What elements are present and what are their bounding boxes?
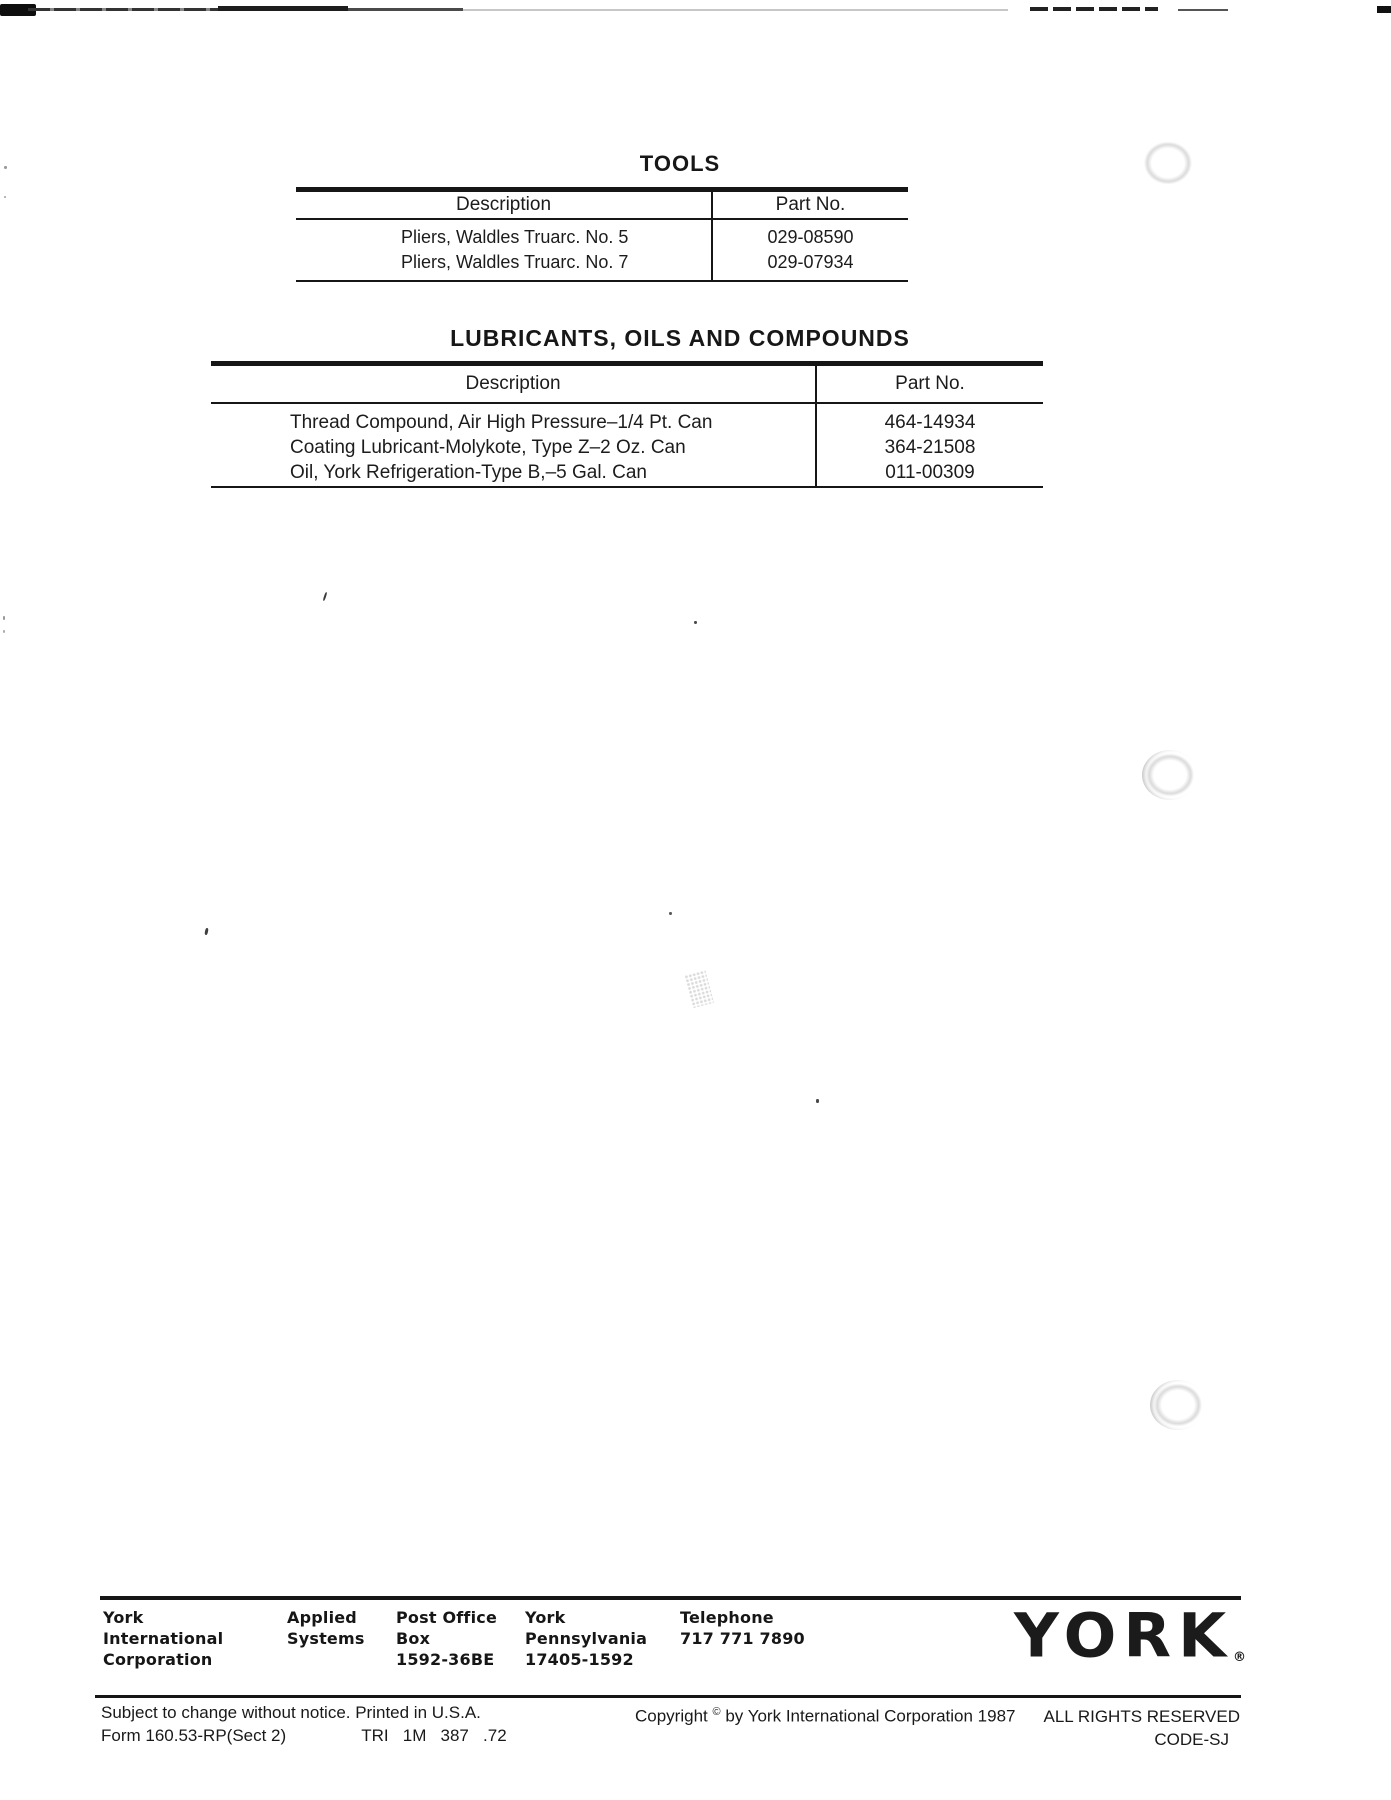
rights-reserved: ALL RIGHTS RESERVED <box>1043 1706 1240 1726</box>
footer-po-box-line: Post Office <box>396 1608 498 1627</box>
scan-speck <box>816 1099 819 1103</box>
footer-company-line: York <box>103 1608 144 1627</box>
footer-po-box <box>396 1607 497 1670</box>
tools-header-description: Description <box>296 192 711 220</box>
scan-artifact <box>1377 6 1391 13</box>
tools-row-description: Pliers, Waldles Truarc. No. 5 <box>401 227 629 247</box>
scan-speck <box>3 630 5 633</box>
scan-speck <box>323 592 328 601</box>
print-code: TRI 1M 387 .72 <box>361 1726 507 1745</box>
footer-location-line: Pennsylvania <box>525 1629 648 1648</box>
lubricants-table <box>211 361 1043 488</box>
footer-location <box>525 1607 647 1670</box>
scan-speck <box>204 928 208 935</box>
footer-company-line: Corporation <box>103 1650 213 1669</box>
scan-artifact <box>463 9 1008 11</box>
registered-trademark-symbol: ® <box>1233 1650 1246 1665</box>
punch-hole-artifact <box>1150 1380 1206 1430</box>
tools-row-part-no: 029-07934 <box>767 252 854 272</box>
footer-telephone-label: Telephone <box>680 1608 774 1627</box>
lubricants-row-description: Oil, York Refrigeration-Type B,–5 Gal. Can <box>290 462 647 483</box>
tools-row-part-no: 029-08590 <box>767 227 854 247</box>
footer-division <box>287 1607 365 1649</box>
tools-table <box>296 187 908 282</box>
york-logo: YORK <box>1014 1599 1234 1672</box>
legal-left-block <box>101 1701 507 1747</box>
lubricants-row-part-no: 464-14934 <box>884 412 976 433</box>
footer-company <box>103 1607 223 1670</box>
footer-telephone-number: 717 771 7890 <box>680 1629 805 1648</box>
tools-section-title: TOOLS <box>639 151 721 176</box>
scan-speck <box>3 616 5 620</box>
code-label: CODE-SJ <box>1154 1729 1229 1749</box>
copyright-symbol: © <box>712 1706 721 1718</box>
footer-po-box-line: Box <box>396 1629 431 1648</box>
form-number: Form 160.53-RP(Sect 2) <box>101 1726 287 1745</box>
lubricants-header-part-no: Part No. <box>817 366 1043 404</box>
scan-speck <box>669 912 672 915</box>
copyright-text: by York International Corporation 1987 <box>720 1706 1016 1726</box>
footer-location-line: York <box>525 1608 566 1627</box>
change-notice: Subject to change without notice. Printed in U.S.A. <box>101 1703 481 1722</box>
lubricants-header-description: Description <box>211 366 815 404</box>
footer-company-line: International <box>103 1629 224 1648</box>
footer-po-box-line: 1592-36BE <box>396 1650 495 1669</box>
scan-speck <box>4 166 7 169</box>
lubricants-row-part-no: 011-00309 <box>885 462 975 483</box>
punch-hole-artifact <box>1142 750 1198 800</box>
footer-location-line: 17405-1592 <box>525 1650 634 1669</box>
scan-smudge <box>684 970 714 1009</box>
footer-division-line: Systems <box>287 1629 365 1648</box>
scan-artifact <box>28 8 218 11</box>
punch-hole-artifact <box>1140 138 1196 188</box>
tools-row-description: Pliers, Waldles Truarc. No. 7 <box>401 252 629 272</box>
scan-artifact <box>348 8 463 11</box>
scan-speck <box>4 196 6 198</box>
lubricants-row-part-no: 364-21508 <box>884 437 976 458</box>
lubricants-section-title: LUBRICANTS, OILS AND COMPOUNDS <box>450 325 910 351</box>
scan-artifact <box>1030 7 1158 11</box>
copyright-label: Copyright <box>635 1706 708 1726</box>
lubricants-row-description: Thread Compound, Air High Pressure–1/4 Pt. Can <box>290 412 713 433</box>
footer-division-line: Applied <box>287 1608 357 1627</box>
scan-artifact <box>1178 9 1228 11</box>
footer-bottom-rule <box>95 1695 1241 1698</box>
tools-header-part-no: Part No. <box>713 192 908 220</box>
legal-right-block <box>635 1701 1240 1751</box>
scan-artifact <box>218 6 348 11</box>
lubricants-row-description: Coating Lubricant-Molykote, Type Z–2 Oz. Can <box>290 437 686 458</box>
footer-telephone <box>680 1607 805 1649</box>
scan-speck <box>694 621 697 624</box>
